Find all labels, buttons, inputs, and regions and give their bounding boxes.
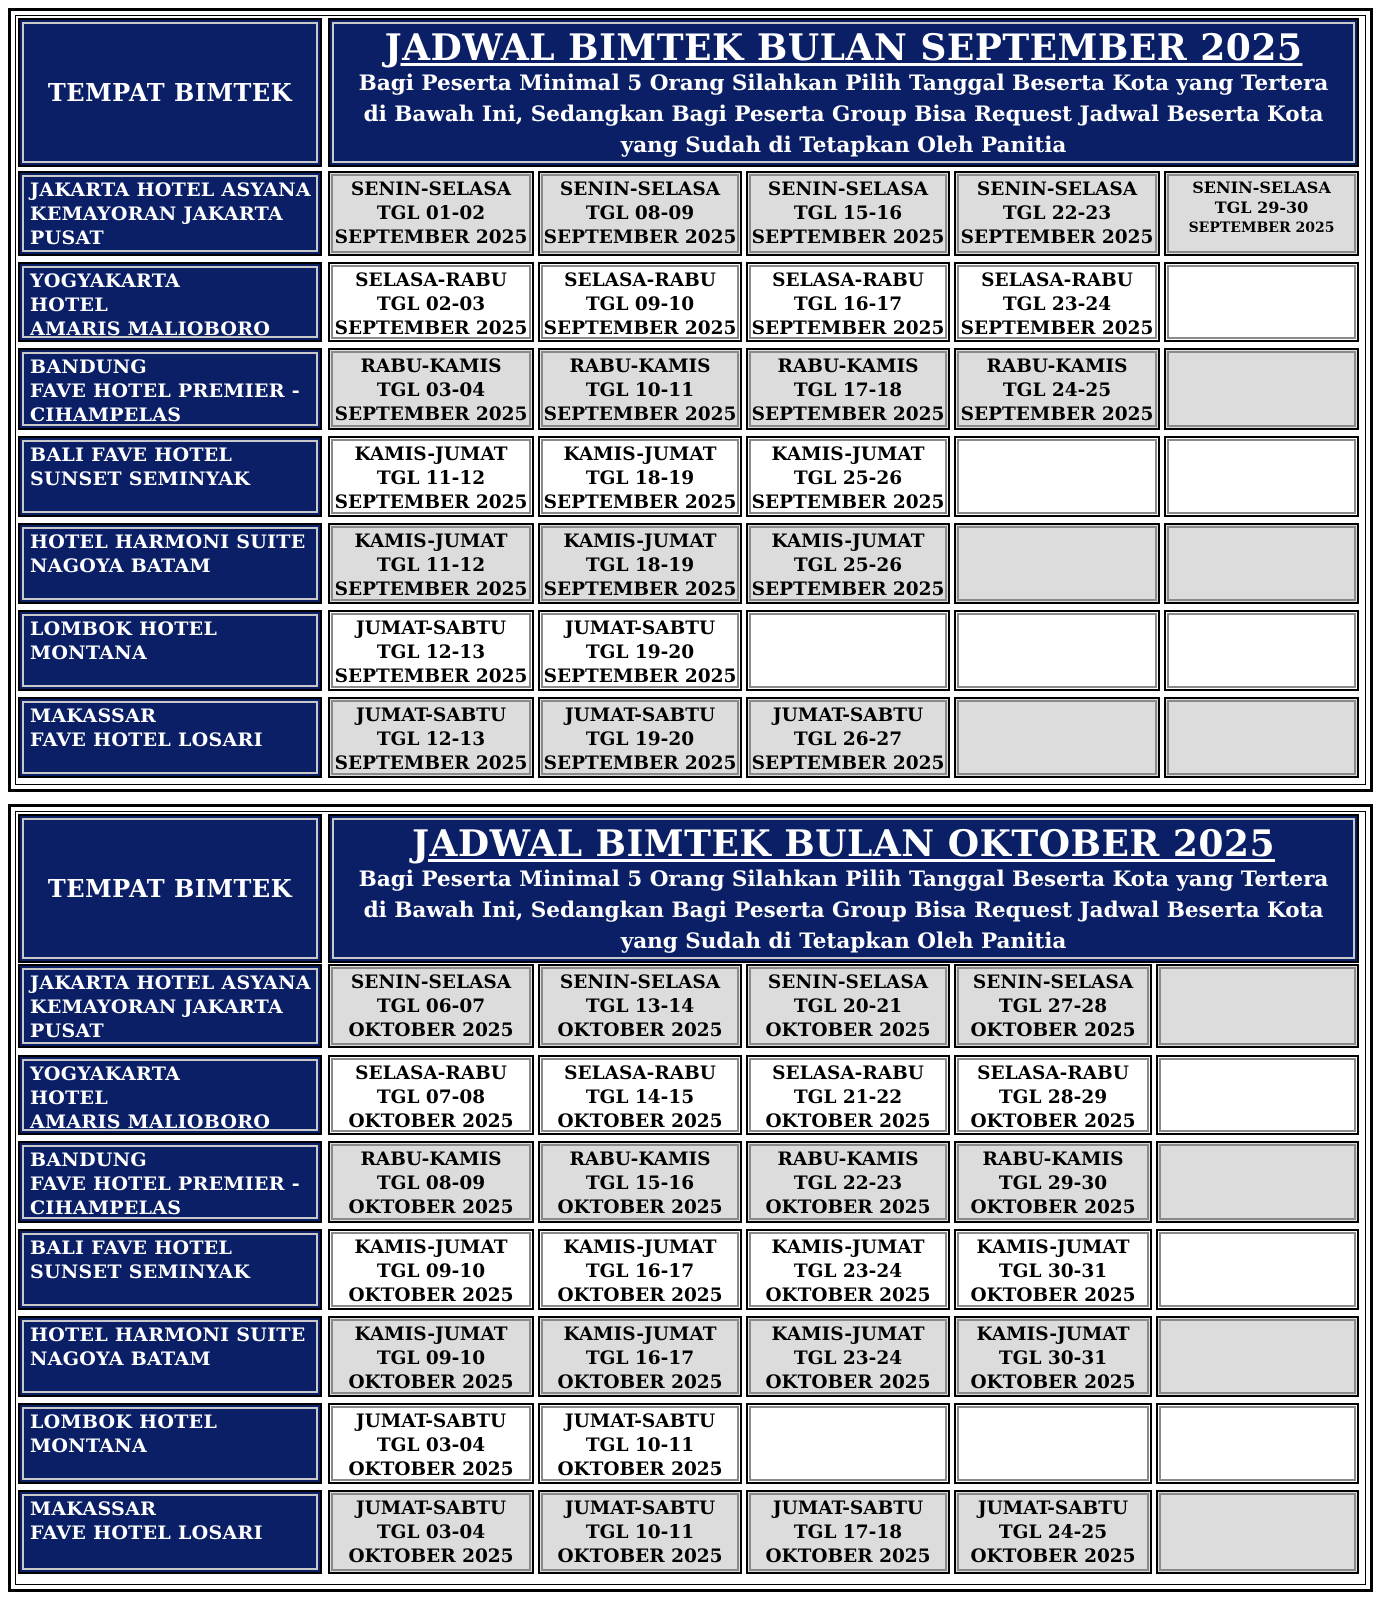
day-range: JUMAT-SABTU (772, 1498, 924, 1519)
empty-cell (1164, 523, 1359, 604)
date-range: TGL 12-13 (376, 642, 486, 663)
date-range: TGL 25-26 (793, 555, 903, 576)
month-year: SEPTEMBER 2025 (751, 492, 945, 513)
schedule-cell (954, 1490, 1152, 1574)
date-range: TGL 24-25 (1002, 380, 1112, 401)
schedule-cell (746, 1055, 950, 1135)
schedule-cell (328, 348, 534, 430)
schedule-cell (746, 1141, 950, 1223)
schedule-row (18, 1229, 1359, 1310)
date-range: TGL 09-10 (376, 1348, 486, 1369)
empty-cell (1156, 1490, 1359, 1574)
month-year: OKTOBER 2025 (348, 1111, 514, 1132)
day-range: KAMIS-JUMAT (976, 1237, 1130, 1258)
date-range: TGL 29-30 (1214, 198, 1309, 217)
schedule-cell (328, 1055, 534, 1135)
day-range: SENIN-SELASA (350, 179, 512, 200)
month-year: OKTOBER 2025 (557, 1285, 723, 1306)
day-range: KAMIS-JUMAT (563, 1324, 717, 1345)
date-range: TGL 19-20 (585, 642, 695, 663)
schedule-cell (538, 964, 742, 1048)
day-range: KAMIS-JUMAT (563, 444, 717, 465)
day-range: SELASA-RABU (772, 1063, 924, 1084)
month-year: OKTOBER 2025 (348, 1459, 514, 1480)
month-year: OKTOBER 2025 (765, 1372, 931, 1393)
schedule-cell (328, 1141, 534, 1223)
day-range: SENIN-SELASA (976, 179, 1138, 200)
month-year: OKTOBER 2025 (765, 1020, 931, 1041)
schedule-cell (328, 1316, 534, 1397)
day-range: SELASA-RABU (772, 270, 924, 291)
date-range: TGL 16-17 (585, 1348, 695, 1369)
date-range: TGL 03-04 (376, 380, 486, 401)
empty-cell (954, 436, 1160, 517)
month-year: OKTOBER 2025 (970, 1111, 1136, 1132)
month-year: SEPTEMBER 2025 (334, 404, 528, 425)
schedule-cell (328, 610, 534, 691)
day-range: RABU-KAMIS (360, 1149, 502, 1170)
september-table (15, 15, 1366, 785)
day-range: KAMIS-JUMAT (563, 1237, 717, 1258)
schedule-row (18, 1490, 1359, 1574)
schedule-cell (746, 1316, 950, 1397)
day-range: JUMAT-SABTU (355, 618, 507, 639)
date-range: TGL 30-31 (998, 1261, 1108, 1282)
day-range: JUMAT-SABTU (772, 705, 924, 726)
schedule-row (18, 436, 1359, 517)
schedule-cell (538, 1055, 742, 1135)
day-range: KAMIS-JUMAT (354, 1324, 508, 1345)
schedule-cell (954, 964, 1152, 1048)
day-range: RABU-KAMIS (360, 356, 502, 377)
day-range: RABU-KAMIS (986, 356, 1128, 377)
schedule-cell (328, 1403, 534, 1484)
date-range: TGL 15-16 (793, 203, 903, 224)
venue-label: MAKASSAR FAVE HOTEL LOSARI (18, 1490, 322, 1574)
month-year: SEPTEMBER 2025 (1188, 220, 1335, 236)
date-range: TGL 20-21 (793, 996, 903, 1017)
september-header (328, 18, 1359, 167)
date-range: TGL 15-16 (585, 1173, 695, 1194)
day-range: KAMIS-JUMAT (771, 531, 925, 552)
month-year: OKTOBER 2025 (970, 1372, 1136, 1393)
schedule-row (18, 610, 1359, 691)
date-range: TGL 01-02 (376, 203, 486, 224)
month-year: OKTOBER 2025 (970, 1546, 1136, 1567)
schedule-cell (954, 1229, 1152, 1310)
day-range: KAMIS-JUMAT (771, 1324, 925, 1345)
empty-cell (1164, 436, 1359, 517)
oktober-schedule (8, 804, 1373, 1592)
month-year: OKTOBER 2025 (557, 1197, 723, 1218)
month-year: SEPTEMBER 2025 (960, 318, 1154, 339)
september-place-header: TEMPAT BIMTEK (18, 18, 322, 167)
empty-cell (954, 1403, 1152, 1484)
empty-cell (954, 523, 1160, 604)
schedule-cell (538, 262, 742, 342)
date-range: TGL 06-07 (376, 996, 486, 1017)
date-range: TGL 11-12 (376, 468, 486, 489)
venue-label: HOTEL HARMONI SUITE NAGOYA BATAM (18, 1316, 322, 1397)
september-schedule (8, 8, 1373, 792)
day-range: JUMAT-SABTU (564, 618, 716, 639)
empty-cell (746, 1403, 950, 1484)
empty-cell (1156, 964, 1359, 1048)
day-range: SELASA-RABU (564, 1063, 716, 1084)
venue-label: BANDUNG FAVE HOTEL PREMIER - CIHAMPELAS (18, 348, 322, 430)
schedule-cell (746, 1229, 950, 1310)
schedule-cell (538, 1316, 742, 1397)
schedule-cell (954, 1055, 1152, 1135)
venue-label: BALI FAVE HOTEL SUNSET SEMINYAK (18, 436, 322, 517)
empty-cell (1156, 1055, 1359, 1135)
date-range: TGL 17-18 (793, 1522, 903, 1543)
schedule-cell (328, 1490, 534, 1574)
schedule-cell (954, 1141, 1152, 1223)
date-range: TGL 22-23 (1002, 203, 1112, 224)
month-year: SEPTEMBER 2025 (751, 753, 945, 774)
schedule-row (18, 697, 1359, 778)
date-range: TGL 08-09 (376, 1173, 486, 1194)
schedule-row (18, 1316, 1359, 1397)
schedule-row (18, 1403, 1359, 1484)
date-range: TGL 03-04 (376, 1522, 486, 1543)
date-range: TGL 18-19 (585, 468, 695, 489)
schedule-cell (954, 262, 1160, 342)
september-title: JADWAL BIMTEK BULAN SEPTEMBER 2025 (384, 27, 1303, 69)
empty-cell (954, 610, 1160, 691)
month-year: SEPTEMBER 2025 (543, 753, 737, 774)
schedule-cell (538, 348, 742, 430)
day-range: JUMAT-SABTU (355, 1411, 507, 1432)
month-year: SEPTEMBER 2025 (751, 227, 945, 248)
month-year: SEPTEMBER 2025 (334, 318, 528, 339)
schedule-row (18, 964, 1359, 1048)
month-year: OKTOBER 2025 (765, 1285, 931, 1306)
schedule-cell (746, 348, 950, 430)
date-range: TGL 16-17 (793, 294, 903, 315)
month-year: SEPTEMBER 2025 (543, 318, 737, 339)
month-year: SEPTEMBER 2025 (751, 404, 945, 425)
day-range: KAMIS-JUMAT (354, 1237, 508, 1258)
venue-label: HOTEL HARMONI SUITE NAGOYA BATAM (18, 523, 322, 604)
day-range: SELASA-RABU (355, 1063, 507, 1084)
day-range: RABU-KAMIS (777, 356, 919, 377)
empty-cell (746, 610, 950, 691)
day-range: JUMAT-SABTU (977, 1498, 1129, 1519)
day-range: KAMIS-JUMAT (354, 444, 508, 465)
date-range: TGL 16-17 (585, 1261, 695, 1282)
month-year: SEPTEMBER 2025 (334, 492, 528, 513)
day-range: SENIN-SELASA (972, 972, 1134, 993)
month-year: OKTOBER 2025 (970, 1020, 1136, 1041)
month-year: SEPTEMBER 2025 (960, 404, 1154, 425)
date-range: TGL 08-09 (585, 203, 695, 224)
month-year: OKTOBER 2025 (765, 1111, 931, 1132)
day-range: SENIN-SELASA (767, 179, 929, 200)
schedule-cell (954, 171, 1160, 256)
day-range: JUMAT-SABTU (355, 1498, 507, 1519)
schedule-row (18, 1141, 1359, 1223)
month-year: SEPTEMBER 2025 (543, 666, 737, 687)
day-range: SELASA-RABU (981, 270, 1133, 291)
date-range: TGL 19-20 (585, 729, 695, 750)
empty-cell (1164, 610, 1359, 691)
venue-label: YOGYAKARTA HOTEL AMARIS MALIOBORO (18, 1055, 322, 1135)
empty-cell (1156, 1316, 1359, 1397)
date-range: TGL 27-28 (998, 996, 1108, 1017)
schedule-cell (538, 171, 742, 256)
day-range: SENIN-SELASA (1192, 178, 1331, 197)
day-range: JUMAT-SABTU (564, 1411, 716, 1432)
venue-label: YOGYAKARTA HOTEL AMARIS MALIOBORO (18, 262, 322, 342)
schedule-cell (328, 171, 534, 256)
day-range: SENIN-SELASA (767, 972, 929, 993)
month-year: SEPTEMBER 2025 (543, 404, 737, 425)
date-range: TGL 10-11 (585, 380, 695, 401)
day-range: RABU-KAMIS (569, 1149, 711, 1170)
date-range: TGL 03-04 (376, 1435, 486, 1456)
schedule-cell (328, 436, 534, 517)
day-range: SENIN-SELASA (559, 972, 721, 993)
schedule-cell (1164, 171, 1359, 256)
month-year: OKTOBER 2025 (970, 1285, 1136, 1306)
venue-label: BALI FAVE HOTEL SUNSET SEMINYAK (18, 1229, 322, 1310)
schedule-cell (538, 610, 742, 691)
date-range: TGL 09-10 (585, 294, 695, 315)
day-range: RABU-KAMIS (569, 356, 711, 377)
date-range: TGL 22-23 (793, 1173, 903, 1194)
schedule-cell (538, 1141, 742, 1223)
schedule-row (18, 348, 1359, 430)
month-year: SEPTEMBER 2025 (543, 579, 737, 600)
month-year: SEPTEMBER 2025 (543, 492, 737, 513)
empty-cell (1164, 348, 1359, 430)
oktober-table (15, 811, 1366, 1585)
date-range: TGL 29-30 (998, 1173, 1108, 1194)
venue-label: JAKARTA HOTEL ASYANA KEMAYORAN JAKARTA PUSAT (18, 964, 322, 1048)
day-range: SENIN-SELASA (350, 972, 512, 993)
date-range: TGL 11-12 (376, 555, 486, 576)
schedule-cell (328, 964, 534, 1048)
date-range: TGL 23-24 (1002, 294, 1112, 315)
date-range: TGL 10-11 (585, 1435, 695, 1456)
schedule-cell (328, 1229, 534, 1310)
month-year: SEPTEMBER 2025 (960, 227, 1154, 248)
day-range: JUMAT-SABTU (564, 705, 716, 726)
day-range: RABU-KAMIS (777, 1149, 919, 1170)
venue-label: JAKARTA HOTEL ASYANA KEMAYORAN JAKARTA PUSAT (18, 171, 322, 256)
day-range: SENIN-SELASA (559, 179, 721, 200)
month-year: SEPTEMBER 2025 (334, 753, 528, 774)
day-range: SELASA-RABU (564, 270, 716, 291)
date-range: TGL 07-08 (376, 1087, 486, 1108)
month-year: OKTOBER 2025 (557, 1459, 723, 1480)
schedule-row (18, 262, 1359, 342)
month-year: OKTOBER 2025 (348, 1546, 514, 1567)
venue-label: BANDUNG FAVE HOTEL PREMIER - CIHAMPELAS (18, 1141, 322, 1223)
empty-cell (1156, 1141, 1359, 1223)
day-range: JUMAT-SABTU (355, 705, 507, 726)
date-range: TGL 26-27 (793, 729, 903, 750)
schedule-cell (954, 348, 1160, 430)
month-year: SEPTEMBER 2025 (543, 227, 737, 248)
month-year: SEPTEMBER 2025 (751, 579, 945, 600)
date-range: TGL 02-03 (376, 294, 486, 315)
day-range: SELASA-RABU (355, 270, 507, 291)
schedule-cell (746, 697, 950, 778)
date-range: TGL 23-24 (793, 1261, 903, 1282)
day-range: KAMIS-JUMAT (976, 1324, 1130, 1345)
schedule-cell (328, 697, 534, 778)
schedule-cell (954, 1316, 1152, 1397)
date-range: TGL 25-26 (793, 468, 903, 489)
schedule-cell (538, 436, 742, 517)
oktober-place-header: TEMPAT BIMTEK (18, 814, 322, 963)
month-year: OKTOBER 2025 (557, 1111, 723, 1132)
month-year: SEPTEMBER 2025 (334, 666, 528, 687)
day-range: KAMIS-JUMAT (563, 531, 717, 552)
schedule-cell (746, 436, 950, 517)
schedule-cell (746, 171, 950, 256)
empty-cell (1156, 1403, 1359, 1484)
date-range: TGL 14-15 (585, 1087, 695, 1108)
schedule-row (18, 523, 1359, 604)
schedule-cell (746, 1490, 950, 1574)
date-range: TGL 18-19 (585, 555, 695, 576)
schedule-cell (746, 964, 950, 1048)
schedule-cell (538, 697, 742, 778)
month-year: OKTOBER 2025 (557, 1546, 723, 1567)
date-range: TGL 10-11 (585, 1522, 695, 1543)
month-year: OKTOBER 2025 (765, 1197, 931, 1218)
month-year: SEPTEMBER 2025 (334, 579, 528, 600)
month-year: OKTOBER 2025 (348, 1372, 514, 1393)
month-year: OKTOBER 2025 (348, 1197, 514, 1218)
month-year: OKTOBER 2025 (348, 1020, 514, 1041)
month-year: OKTOBER 2025 (557, 1020, 723, 1041)
date-range: TGL 12-13 (376, 729, 486, 750)
date-range: TGL 30-31 (998, 1348, 1108, 1369)
oktober-subtitle: Bagi Peserta Minimal 5 Orang Silahkan Pilih Tanggal Beserta Kota yang Tertera di Bawah Ini, Sedangkan Bagi Peserta Group Bisa Request Jadwal Beserta Kota yang Sudah di Tetapkan Oleh Panitia (358, 867, 1329, 954)
day-range: SELASA-RABU (977, 1063, 1129, 1084)
venue-label: LOMBOK HOTEL MONTANA (18, 610, 322, 691)
month-year: OKTOBER 2025 (557, 1372, 723, 1393)
date-range: TGL 21-22 (793, 1087, 903, 1108)
oktober-title: JADWAL BIMTEK BULAN OKTOBER 2025 (411, 823, 1276, 865)
schedule-cell (746, 523, 950, 604)
september-subtitle: Bagi Peserta Minimal 5 Orang Silahkan Pilih Tanggal Beserta Kota yang Tertera di Bawah Ini, Sedangkan Bagi Peserta Group Bisa Request Jadwal Beserta Kota yang Sudah di Tetapkan Oleh Panitia (358, 71, 1329, 158)
empty-cell (1164, 697, 1359, 778)
schedule-cell (328, 523, 534, 604)
date-range: TGL 23-24 (793, 1348, 903, 1369)
schedule-cell (746, 262, 950, 342)
venue-label: MAKASSAR FAVE HOTEL LOSARI (18, 697, 322, 778)
schedule-cell (538, 1229, 742, 1310)
empty-cell (1164, 262, 1359, 342)
schedule-row (18, 171, 1359, 256)
oktober-header (328, 814, 1359, 963)
day-range: JUMAT-SABTU (564, 1498, 716, 1519)
date-range: TGL 17-18 (793, 380, 903, 401)
empty-cell (954, 697, 1160, 778)
schedule-row (18, 1055, 1359, 1135)
schedule-cell (538, 1403, 742, 1484)
date-range: TGL 24-25 (998, 1522, 1108, 1543)
month-year: OKTOBER 2025 (348, 1285, 514, 1306)
venue-label: LOMBOK HOTEL MONTANA (18, 1403, 322, 1484)
day-range: KAMIS-JUMAT (354, 531, 508, 552)
empty-cell (1156, 1229, 1359, 1310)
month-year: SEPTEMBER 2025 (751, 318, 945, 339)
date-range: TGL 13-14 (585, 996, 695, 1017)
month-year: OKTOBER 2025 (765, 1546, 931, 1567)
day-range: RABU-KAMIS (982, 1149, 1124, 1170)
schedule-cell (538, 523, 742, 604)
month-year: SEPTEMBER 2025 (334, 227, 528, 248)
day-range: KAMIS-JUMAT (771, 1237, 925, 1258)
date-range: TGL 28-29 (998, 1087, 1108, 1108)
schedule-cell (328, 262, 534, 342)
month-year: OKTOBER 2025 (970, 1197, 1136, 1218)
schedule-cell (538, 1490, 742, 1574)
day-range: KAMIS-JUMAT (771, 444, 925, 465)
date-range: TGL 09-10 (376, 1261, 486, 1282)
